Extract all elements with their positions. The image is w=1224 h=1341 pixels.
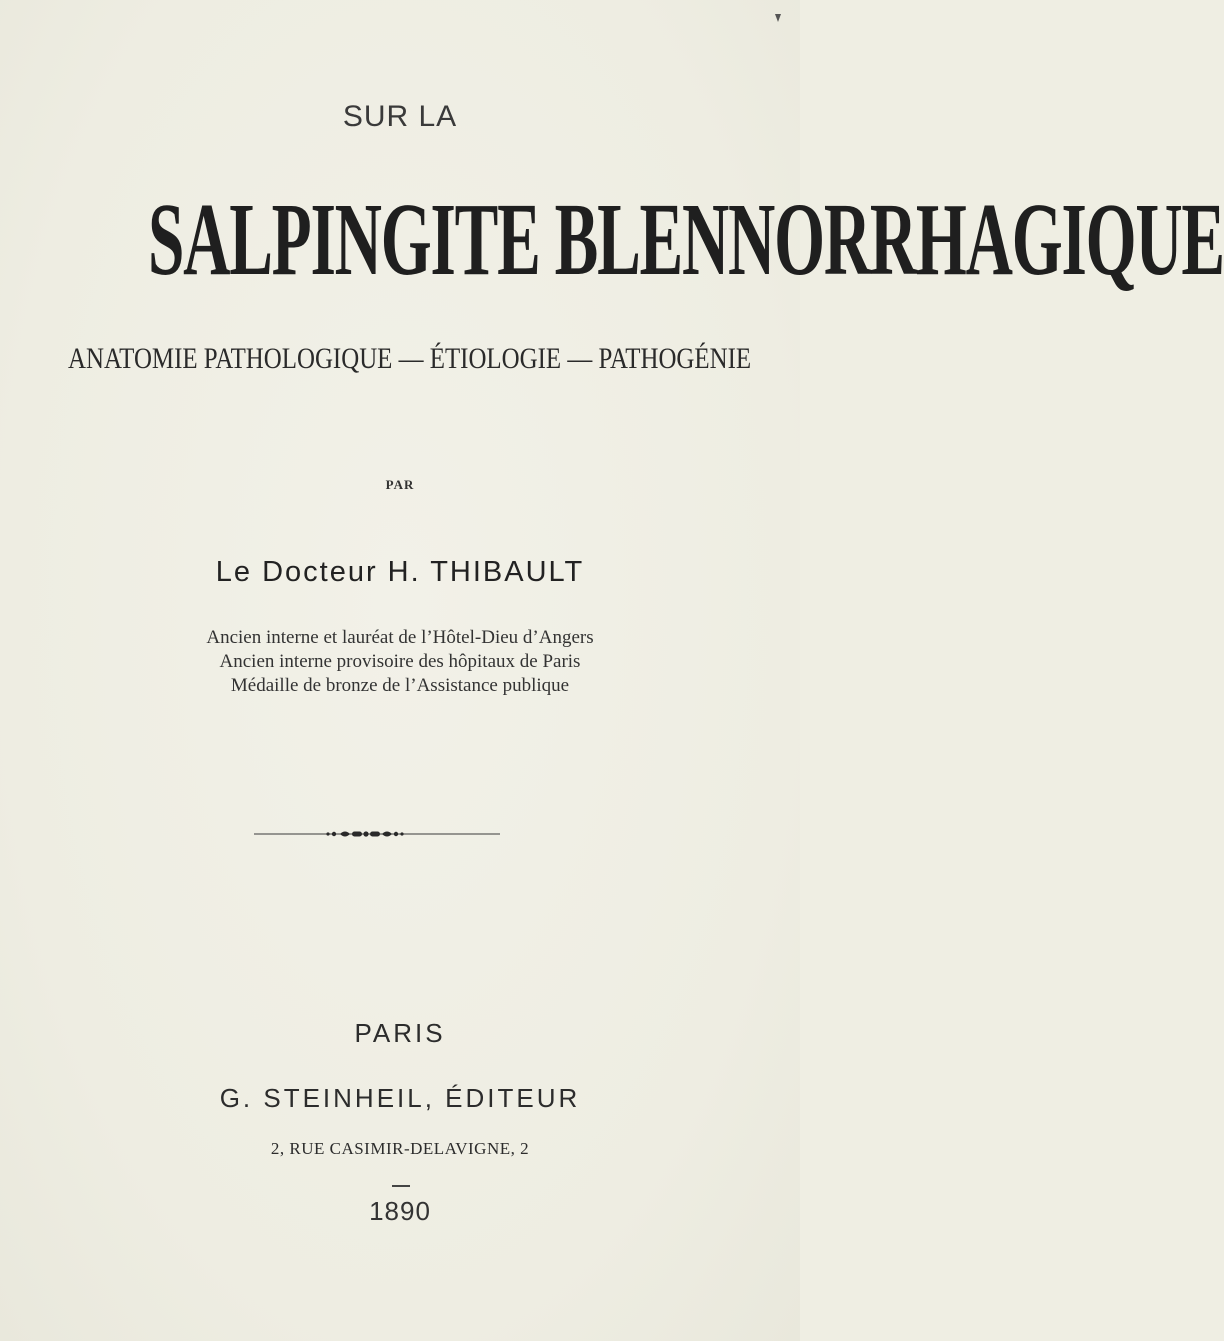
publisher-address: 2, RUE CASIMIR-DELAVIGNE, 2	[270, 1139, 530, 1158]
ornamental-rule-icon	[254, 829, 500, 839]
pre-title: SUR LA	[342, 100, 458, 133]
credential-line: Médaille de bronze de l’Assistance publique	[230, 675, 570, 696]
paper-speck	[775, 14, 781, 22]
credential-line: Ancien interne provisoire des hôpitaux de Paris	[219, 651, 581, 672]
main-title: SALPINGITE BLENNORRHAGIQUE	[148, 182, 1224, 297]
topics-subtitle: ANATOMIE PATHOLOGIQUE — ÉTIOLOGIE — PATHOGÉNIE	[68, 342, 752, 375]
publisher-name: G. STEINHEIL, ÉDITEUR	[219, 1083, 581, 1113]
publication-year: 1890	[369, 1196, 431, 1226]
credential-line: Ancien interne et lauréat de l’Hôtel-Dieu d’Angers	[206, 627, 594, 648]
separator-dash	[392, 1185, 410, 1187]
imprint-city: PARIS	[354, 1018, 446, 1048]
author-name: Le Docteur H. THIBAULT	[215, 556, 585, 588]
by-label: PAR	[385, 477, 415, 492]
